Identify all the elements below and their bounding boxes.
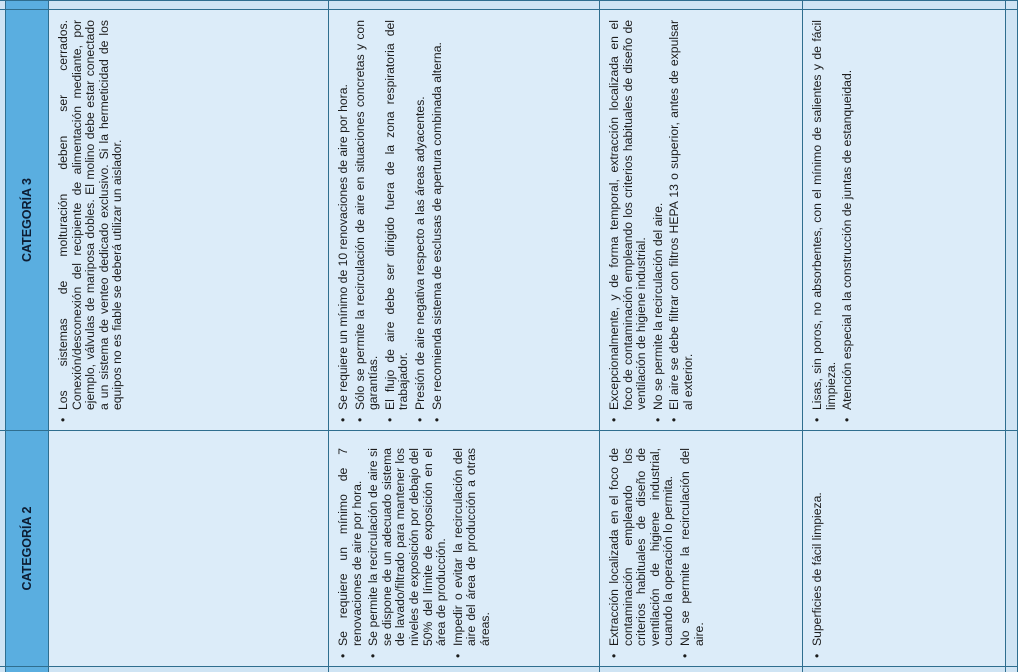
row-3-cat3-item: • Lisas, sin poros, no absorbentes, con el mínimo de salientes y de fácil limpieza. [811,20,838,424]
row-1-cat3-item: • El flujo de aire debe ser dirigido fuera de la zona respiratoria del trabajador. [384,20,411,424]
edge-cell [329,0,600,9]
edge-cell [1006,430,1018,666]
row-1-cat2-item: • Se requiere un mínimo de 7 renovaciones de aire por hora. [337,448,364,660]
row-2-cat2-cell [600,430,803,666]
row-3-cat3-cell [803,9,1006,430]
row-2-cat3-item: • El aire se debe filtrar con filtros HEPA 13 o superior, antes de expulsar al exterior. [668,20,695,424]
edge-cell [1006,0,1018,9]
header-edge-cell [6,0,49,9]
edge-cell [1006,9,1018,430]
edge-cell [49,0,329,9]
row-2-cat3-cell [600,9,803,430]
row-3-cat2-item: • Superficies de fácil limpieza. [811,448,825,660]
row-2-cat2-item: • Extracción localizada en el foco de contaminación empleando los criterios habituales de diseño de ventilación de higiene industrial, cuando la operación lo permita. [608,448,676,660]
header-categoria-2: CATEGORÍA 2 [6,430,49,666]
row-1-cat2-item: • Impedir o evitar la recirculación del aire del área de producción a otras áreas. [452,448,493,660]
edge-cell [600,0,803,9]
edge-cell [1006,666,1018,672]
row-1-cat3-cell [329,9,600,430]
row-1-cat2-item: • Se permite la recirculación de aire si se dispone de un adecuado sistema de lavado/filtrado para mantener los niveles de exposición por debajo del 50% del límite de exposición en el área de producción. [367,448,449,660]
row-0-cat3-item: • Los sistemas de molturación deben ser cerrados. Conexión/desconexión del recipiente de alimentación mediante, por ejemplo, válvulas de mariposa dobles. El molino debe estar conectado a un sistema de venteo dedicado exclusivo. Si la hermeticidad de los equipos no es fiable se deberá utilizar un aislador. [57,20,125,424]
row-2-cat3-item: • No se permite la recirculación del aire. [652,20,666,424]
row-2-cat3-item: • Excepcionalmente, y de forma temporal, extracción localizada en el foco de contaminación empleando los criterios habituales de diseño de ventilación de higiene industrial. [608,20,649,424]
row-0-cat3-cell [49,9,329,430]
edge-cell [803,666,1006,672]
row-0-cat2-cell [49,430,329,666]
edge-cell [49,666,329,672]
row-1-cat2-cell [329,430,600,666]
row-1-cat3-item: • Se recomienda sistema de esclusas de apertura combinada alterna. [431,20,445,424]
row-3-cat3-item: • Atención especial a la construcción de juntas de estanqueidad. [841,20,855,424]
edge-cell [803,0,1006,9]
header-categoria-3: CATEGORÍA 3 [6,9,49,430]
row-3-cat2-cell [803,430,1006,666]
edge-cell [329,666,600,672]
row-1-cat3-item: • Sólo se permite la recirculación de aire en situaciones concretas y con garantías. [354,20,381,424]
header-edge-cell [6,666,49,672]
edge-cell [600,666,803,672]
row-1-cat3-item: • Presión de aire negativa respecto a las áreas adyacentes. [414,20,428,424]
row-2-cat2-item: • No se permite la recirculación del aire. [679,448,706,660]
row-1-cat3-item: • Se requiere un mínimo de 10 renovaciones de aire por hora. [337,20,351,424]
